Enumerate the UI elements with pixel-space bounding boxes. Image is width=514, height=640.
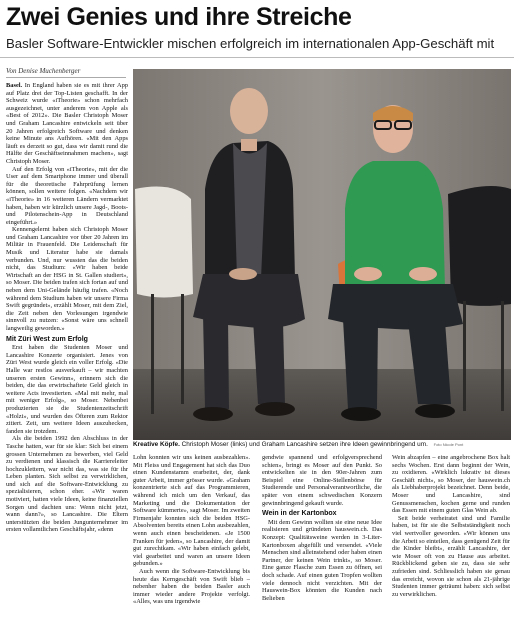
dateline: Basel. xyxy=(6,82,23,89)
caption-text: Christoph Moser (links) und Graham Lancashire setzen ihre Ideen gewinnbringend um. xyxy=(181,441,428,448)
section-subhead-wein: Wein in der Kartonbox xyxy=(262,510,337,518)
paragraph-1-text: In England haben sie es mit ihrer App auf Platz drei der Top-Listen geschafft. In der Schweiz wurde «iTheorie» schon mehrfach ausgezeichnet, unter anderem von Apple als «Best of 2012». Die Basler Christoph Moser und Graham Lancashire entwickeln seit über 20 Jahren erfolgreich Software und denken keine Minute ans Aufhören. «Mit den Apps läuft es derzeit so gut, dass wir damit rund die Hälfte der Geschäftseinnahmen machen», sagt Christoph Moser. xyxy=(6,82,128,165)
subheadline: Basler Software-Entwickler mischen erfolgreich im internationalen App-Geschäft mit xyxy=(6,36,495,51)
headline: Zwei Genies und ihre Streiche xyxy=(6,3,352,31)
article-column-2 xyxy=(133,454,250,637)
col3-paragraph-1: gendwie spannend und erfolgversprechend schien», bringt es Moser auf den Punkt. So entwickelten sie in den 90er-Jahren zum Beispiel eine Online-Stellenbörse für Studierende und Personalverantwortliche, die später von einem schwedischen Konzern gewinnbringend gekauft wurde. xyxy=(262,454,382,507)
paragraph-3: Kennengelernt haben sich Christoph Moser und Graham Lancashire vor über 20 Jahren im Militär in Frauenfeld. Die Leidenschaft für Musik und Literatur habe sie damals verbunden. Und, nur wussten das die beiden nicht, das Studium: «Wir haben beide Wirtschaft an der HSG in St. Gallen studiert», so Moser. Die beiden trafen sich fortan auf und neben dem Uni-Gelände häufig trafen. «Noch während dem Studium haben wir unsere Firma Swift gegründet», erzählt Moser, mit dem Ziel, die Zeit neben den Vorlesungen irgendwie sinnvoll zu nutzen: «Sonst wäre uns schnell langweilig geworden.» xyxy=(6,226,128,332)
col4-paragraph-2: Seit beide verheiratet sind und Familie haben, ist für sie die Selbstständigkeit noch viel wertvoller geworden. «Wir können uns die Arbeit so einteilen, dass genügend Zeit für die Kinder bleibt», erzählt Lancashire, der wie Moser oft von zu Hause aus arbeitet. Rückblickend geben sie zu, dass sie sehr zufrieden sind. Schliesslich haben sie genau das erreicht, wovon sie schon als 21-jährige Studenten immer geträumt haben: sich selbst zu verwirklichen. xyxy=(392,514,510,598)
photo-credit: Foto Nicole Pont xyxy=(433,442,464,447)
article-photo xyxy=(133,69,511,440)
col4-paragraph-1: Wein abzapfen – eine angebrochene Box halt sechs Wochen. Erst dann beginnt der Wein, zu oxidieren. «Wirklich lukrativ ist dieses Geschäft nicht», so Moser, der hauswein.ch als Liebhaberprojekt bezeichnet. Denn beide, Moser und Lancashire, sind Genussmenschen, kochen gerne und runden das Essen mit einem guten Glas Wein ab. xyxy=(392,454,510,515)
byline: Von Denise Muchenberger xyxy=(6,67,81,75)
col2-paragraph-2: Auch wenn die Software-Entwicklung bis heute das Kerngeschäft von Swift blieb – nebenher haben die beiden Basler auch immer wieder andere Projekte verfolgt. «Alles, was uns irgendwie xyxy=(133,567,250,606)
byline-rule xyxy=(6,77,126,78)
article-column-4 xyxy=(392,454,510,637)
paragraph-4: Erst haben die Studenten Moser und Lancashire Konzerte organisiert. Jenes von Züri West wurde gleich ein voller Erfolg. «Die Halle war restlos ausverkauft – wir machten unseren ersten Gewinn», erinnern sich die beiden, die das erwirtschaftete Geld gleich in weitere Acts investierten. «Mal mit mehr, mal mit weniger Erfolg», so Moser. Nebenbei produzierten sie die Studentenzeitschrift «Holzi», und wurden des Öfteren zum Rektor zitiert. Zeit, um weitere Ideen auszuhecken, fanden sie trotzdem. xyxy=(6,344,128,435)
caption-lead: Kreative Köpfe. xyxy=(133,441,180,448)
paragraph-1 xyxy=(6,82,128,166)
col3-paragraph-2: Mit dem Gewinn wollten sie eine neue Idee realisieren und gründeten hauswein.ch. Das Konzept: Qualitätsweine werden in 3-Liter-Kartonboxen abgefüllt und versendet. «Viele Menschen sind alleinstehend oder haben einen Partner, der keinen Wein trinkt», so Moser. Eine ganze Flasche zum Essen zu öffnen, sei doch schade. Auf einen guten Tropfen wollten viele dennoch nicht verzichten. Mit der Hauswein-Box könnten die Kunden nach Belieben xyxy=(262,518,382,602)
paragraph-5: Als die beiden 1992 den Abschluss in der Tasche hatten, war für sie klar: Sich bei einem grossen Unternehmen zu bewerben, viel Geld zu verdienen und klassisch die Karriereleiter hochzuklettern, war nicht das, was sie für ihr Leben planten. Sich selbst zu verwirklichen, und sich auf die Software-Entwicklung zu spezialisieren, schon eher. «Wir waren motiviert, hatten viele Ideen, keine finanziellen Sorgen und dachten uns: Wenn nicht jetzt, wann dann?», so Lancashire. Die Eltern unterstützten die beiden Jungunternehmer im ersten vollamtlichen Geschäftsjahr, «denn xyxy=(6,435,128,534)
section-subhead-zueri-west: Mit Züri West zum Erfolg xyxy=(6,335,88,343)
col2-paragraph-1: Lohn konnten wir uns keinen ausbezahlen». Mit Fleiss und Engagement hat sich das Duo einen Kundenstamm erarbeitet, der, dank guter Arbeit, immer grösser wurde. «Graham konzentrierte sich auf das Programmieren, während ich mich um den Verkauf, das Marketing und die Dokumentation der Software kümmerte», sagt Moser. Im zweiten Firmenjahr konnten sich die beiden HSG-Absolventen bereits einen Lohn ausbezahlen, wenn auch einen bescheidenen. «Je 1500 Franken für jeden», so Lancashire, der damit gut zurechtkam. «Wir haben einfach gelebt, viel gearbeitet und waren an unsere Ideen gebunden.» xyxy=(133,454,250,568)
paragraph-2: Auf den Erfolg von «iTheorie», mit der die User auf dem Smartphone immer und überall für die theoretische Fahrprüfung lernen können, sollen weitere folgen. «Nachdem wir «iTheorie» in 16 weiteren Ländern vermarktet haben, haben wir kürzlich unsere Jagd-, Boots- und Pilotenschein-App in Deutschland eingeführt.» xyxy=(6,165,128,226)
photo-caption xyxy=(133,441,511,448)
article-column-1 xyxy=(6,82,128,637)
header-rule xyxy=(0,57,514,58)
article-column-3 xyxy=(262,454,382,637)
